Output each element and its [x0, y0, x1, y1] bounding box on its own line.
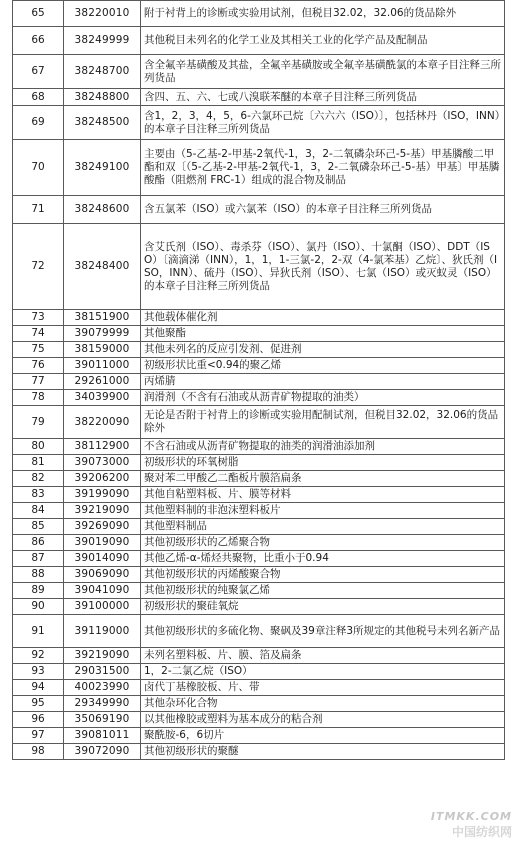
table-row [13, 712, 505, 728]
goods-description: 含五氯苯（ISO）或六氯苯（ISO）的本章子目注释三所列货品 [141, 196, 505, 224]
hs-code: 39041090 [64, 583, 141, 599]
row-number: 97 [13, 728, 64, 744]
goods-description: 不含石油或从沥青矿物提取的油类的润滑油添加剂 [141, 439, 505, 455]
row-number: 87 [13, 551, 64, 567]
hs-code: 39079999 [64, 326, 141, 342]
row-number: 69 [13, 106, 64, 140]
row-number: 88 [13, 567, 64, 583]
table-row [13, 551, 505, 567]
table-row [13, 224, 505, 310]
table-body [13, 1, 505, 760]
hs-code: 34039900 [64, 390, 141, 406]
row-number: 75 [13, 342, 64, 358]
goods-description: 其他初级形状的纯聚氯乙烯 [141, 583, 505, 599]
hs-code: 39072090 [64, 744, 141, 760]
hs-code: 39100000 [64, 599, 141, 615]
goods-description: 主要由（5-乙基-2-甲基-2氧代-1，3，2-二氧磷杂环己-5-基）甲基膦酸二甲酯和双〔（5-乙基-2-甲基-2氧代-1，3，2-二氧磷杂环己-5-基）甲基〕甲基膦酸酯（阻燃剂 FRC-1）组成的混合物及制品 [141, 140, 505, 196]
goods-description: 初级形状的聚硅氧烷 [141, 599, 505, 615]
table-row [13, 326, 505, 342]
table-row [13, 615, 505, 648]
row-number: 80 [13, 439, 64, 455]
goods-description: 其他塑料制的非泡沫塑料板片 [141, 503, 505, 519]
goods-description: 其他乙烯-α-烯烃共聚物，比重小于0.94 [141, 551, 505, 567]
table-row [13, 390, 505, 406]
table-row [13, 535, 505, 551]
row-number: 94 [13, 680, 64, 696]
hs-code: 38249100 [64, 140, 141, 196]
goods-description: 含艾氏剂（ISO）、毒杀芬（ISO）、氯丹（ISO）、十氯酮（ISO）、DDT（ISO）〔滴滴涕（INN），1，1，1-三氯-2，2-双（4-氯苯基）乙烷〕、狄氏剂（ISO，INN）、硫丹（ISO）、异狄氏剂（ISO）、七氯（ISO）或灭蚁灵（ISO）的本章子目注释三所列货品 [141, 224, 505, 310]
row-number: 78 [13, 390, 64, 406]
goods-description: 含全氟辛基磺酸及其盐，全氟辛基磺胺或全氟辛基磺酰氯的本章子目注释三所列货品 [141, 55, 505, 89]
goods-description: 初级形状比重<0.94的聚乙烯 [141, 358, 505, 374]
row-number: 76 [13, 358, 64, 374]
hs-code: 40023990 [64, 680, 141, 696]
row-number: 79 [13, 406, 64, 439]
table-row [13, 358, 505, 374]
goods-description: 其他自粘塑料板、片、膜等材料 [141, 487, 505, 503]
goods-description: 润滑剂（不含有石油或从沥青矿物提取的油类） [141, 390, 505, 406]
row-number: 65 [13, 1, 64, 27]
table-row [13, 648, 505, 664]
table-row [13, 728, 505, 744]
table-row [13, 342, 505, 358]
goods-description: 含四、五、六、七或八溴联苯醚的本章子目注释三所列货品 [141, 89, 505, 106]
hs-code: 39019090 [64, 535, 141, 551]
table-row [13, 1, 505, 27]
row-number: 84 [13, 503, 64, 519]
goods-description: 卤代丁基橡胶板、片、带 [141, 680, 505, 696]
table-row [13, 55, 505, 89]
table-row [13, 89, 505, 106]
customs-code-table-page [12, 0, 505, 846]
goods-description: 其他初级形状的丙烯酸聚合物 [141, 567, 505, 583]
hs-code: 38248600 [64, 196, 141, 224]
goods-description: 无论是否附于衬背上的诊断或实验用配制试剂，但税目32.02，32.06的货品除外 [141, 406, 505, 439]
row-number: 73 [13, 310, 64, 326]
row-number: 83 [13, 487, 64, 503]
hs-code: 38248400 [64, 224, 141, 310]
hs-code: 38248800 [64, 89, 141, 106]
hs-code: 38112900 [64, 439, 141, 455]
table-row [13, 310, 505, 326]
goods-description: 附于衬背上的诊断或实验用试剂，但税目32.02，32.06的货品除外 [141, 1, 505, 27]
hs-code: 29261000 [64, 374, 141, 390]
hs-code: 39069090 [64, 567, 141, 583]
table-row [13, 519, 505, 535]
goods-description: 聚对苯二甲酸乙二酯板片膜箔扁条 [141, 471, 505, 487]
goods-description: 其他塑料制品 [141, 519, 505, 535]
goods-description: 其他未列名的反应引发剂、促进剂 [141, 342, 505, 358]
customs-code-table [12, 0, 505, 760]
row-number: 86 [13, 535, 64, 551]
hs-code: 35069190 [64, 712, 141, 728]
table-row [13, 406, 505, 439]
table-row [13, 196, 505, 224]
hs-code: 38220090 [64, 406, 141, 439]
goods-description: 其他税目未列名的化学工业及其相关工业的化学产品及配制品 [141, 27, 505, 55]
row-number: 74 [13, 326, 64, 342]
table-row [13, 455, 505, 471]
table-row [13, 106, 505, 140]
hs-code: 38159000 [64, 342, 141, 358]
hs-code: 39011000 [64, 358, 141, 374]
table-row [13, 664, 505, 680]
table-row [13, 599, 505, 615]
table-row [13, 503, 505, 519]
row-number: 89 [13, 583, 64, 599]
goods-description: 1，2-二氯乙烷（ISO） [141, 664, 505, 680]
hs-code: 29031500 [64, 664, 141, 680]
goods-description: 含1，2，3，4，5，6-六氯环己烷〔六六六（ISO）〕，包括林丹（ISO，INN）的本章子目注释三所列货品 [141, 106, 505, 140]
goods-description: 丙烯腈 [141, 374, 505, 390]
hs-code: 39219090 [64, 648, 141, 664]
table-row [13, 439, 505, 455]
table-row [13, 583, 505, 599]
hs-code: 38248700 [64, 55, 141, 89]
table-row [13, 487, 505, 503]
goods-description: 其他初级形状的乙烯聚合物 [141, 535, 505, 551]
goods-description: 其他杂环化合物 [141, 696, 505, 712]
table-row [13, 744, 505, 760]
table-row [13, 696, 505, 712]
row-number: 85 [13, 519, 64, 535]
row-number: 70 [13, 140, 64, 196]
goods-description: 其他初级形状的多硫化物、聚砜及39章注释3所规定的其他税号未列名新产品 [141, 615, 505, 648]
table-row [13, 27, 505, 55]
goods-description: 初级形状的环氧树脂 [141, 455, 505, 471]
row-number: 68 [13, 89, 64, 106]
watermark-line1: ITMKK.COM [430, 810, 512, 823]
row-number: 98 [13, 744, 64, 760]
row-number: 72 [13, 224, 64, 310]
table-row [13, 567, 505, 583]
watermark-line2: 中国纺织网 [451, 825, 512, 839]
hs-code: 39199090 [64, 487, 141, 503]
goods-description: 以其他橡胶或塑料为基本成分的粘合剂 [141, 712, 505, 728]
hs-code: 39119000 [64, 615, 141, 648]
row-number: 71 [13, 196, 64, 224]
table-row [13, 140, 505, 196]
row-number: 96 [13, 712, 64, 728]
hs-code: 38220010 [64, 1, 141, 27]
row-number: 90 [13, 599, 64, 615]
row-number: 67 [13, 55, 64, 89]
goods-description: 聚酰胺-6，6切片 [141, 728, 505, 744]
hs-code: 38248500 [64, 106, 141, 140]
row-number: 82 [13, 471, 64, 487]
hs-code: 39014090 [64, 551, 141, 567]
row-number: 93 [13, 664, 64, 680]
row-number: 91 [13, 615, 64, 648]
goods-description: 其他初级形状的聚醚 [141, 744, 505, 760]
table-row [13, 374, 505, 390]
hs-code: 39219090 [64, 503, 141, 519]
row-number: 66 [13, 27, 64, 55]
goods-description: 其他聚酯 [141, 326, 505, 342]
row-number: 81 [13, 455, 64, 471]
goods-description: 其他载体催化剂 [141, 310, 505, 326]
hs-code: 39206200 [64, 471, 141, 487]
hs-code: 38151900 [64, 310, 141, 326]
goods-description: 未列名塑料板、片、膜、箔及扁条 [141, 648, 505, 664]
row-number: 95 [13, 696, 64, 712]
hs-code: 39081011 [64, 728, 141, 744]
row-number: 92 [13, 648, 64, 664]
hs-code: 39073000 [64, 455, 141, 471]
hs-code: 38249999 [64, 27, 141, 55]
row-number: 77 [13, 374, 64, 390]
hs-code: 29349990 [64, 696, 141, 712]
table-row [13, 680, 505, 696]
table-row [13, 471, 505, 487]
hs-code: 39269090 [64, 519, 141, 535]
